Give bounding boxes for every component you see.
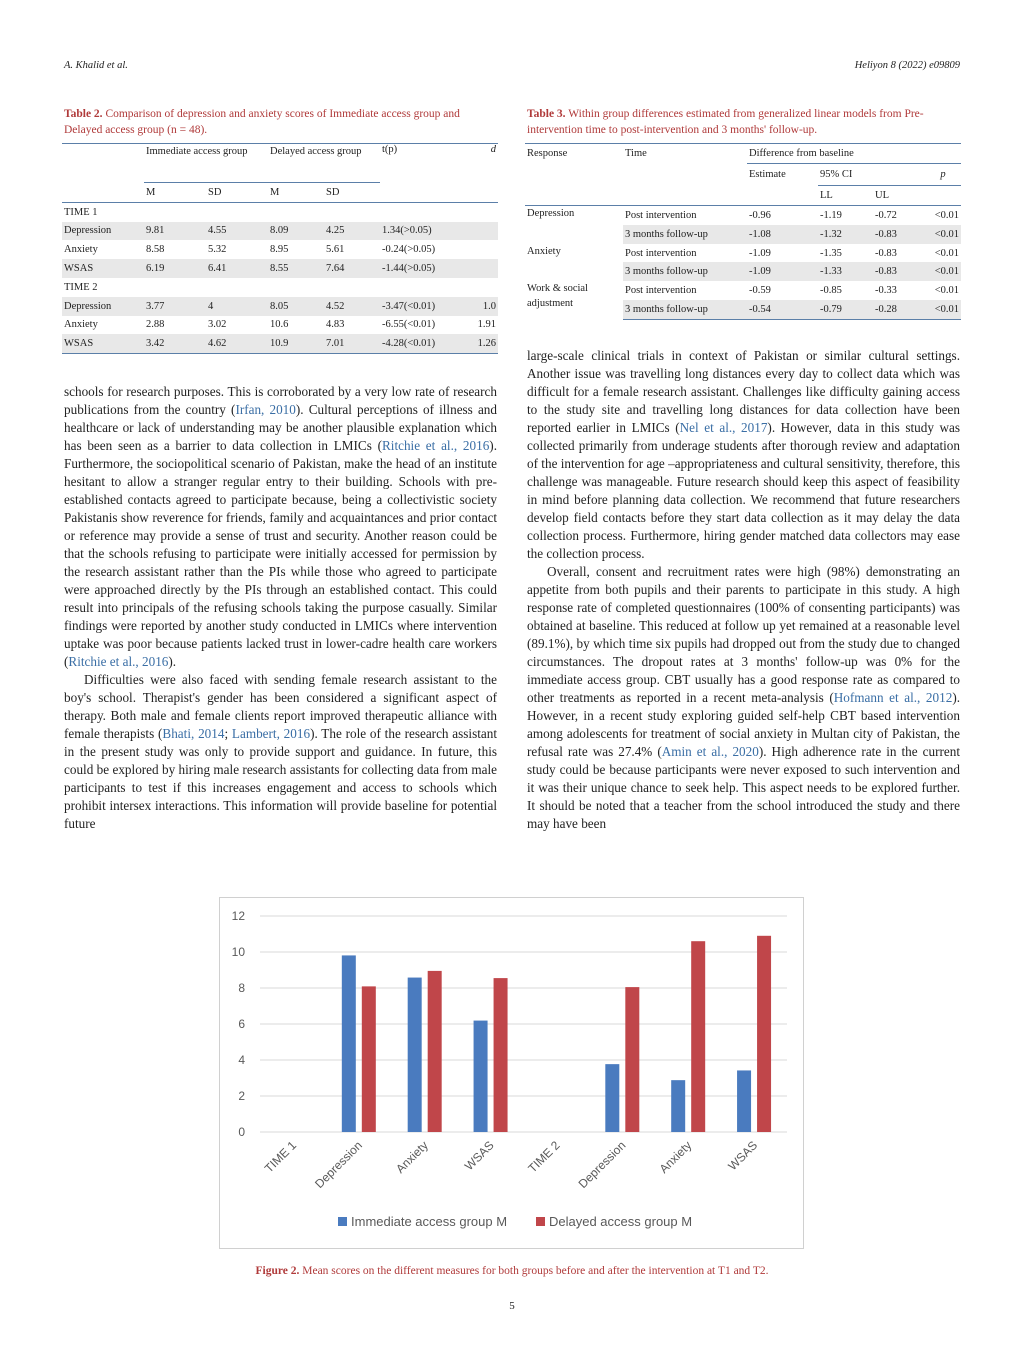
citation-link[interactable]: Hofmann et al., 2012 — [833, 690, 953, 705]
y-tick-label: 0 — [238, 1125, 245, 1139]
paragraph-text: ). Furthermore, the sociopolitical scenario of Pakistan, make the head of an institute hesitant to allow a stranger regular entry to their building. Schools with pre-established contacts agreed to participate because, being a collectivistic society Pakistanis show reverence for friends, family and acquaintances and prior contact or reference may provide a sense of trust and security. Another reason could be that the schools refusing to participate were initially accessed for permission by the research assistant rather than the PIs while those who agreed to participate were approached directly by the PIs through an established contact. This could result into principals of the refusing schools taking the purpose casually. Similar findings were reported by another study conducted in LMICs where intervention uptake was poor because patients lacked trust in lower-cadre health care workers ( — [64, 438, 497, 669]
figure2-label: Figure 2. — [255, 1265, 300, 1277]
table2-cell-d: 1.26 — [472, 334, 498, 353]
table3-cell-time: 3 months follow-up — [623, 300, 747, 319]
x-tick-label: TIME 2 — [525, 1138, 563, 1176]
table2-cell-im: 8.58 — [146, 244, 165, 256]
table2-cell-dm: 8.95 — [270, 244, 289, 256]
table2-row — [62, 334, 498, 353]
paragraph-text: ). — [168, 654, 177, 669]
table3-cell-est: -0.96 — [749, 209, 771, 221]
paragraph-text: ). Cultural perceptions of illness and healthcare or lack of understanding may be another plausible explanation which has been seen as a barrier to data collection in LMICs ( — [64, 402, 497, 453]
legend-label: Immediate access group M — [351, 1214, 508, 1229]
table3-cell-ul: -0.83 — [875, 247, 897, 259]
bar-immediate — [474, 1021, 488, 1132]
table2-cell-isd: 3.02 — [208, 319, 227, 331]
table3-head-ll: LL — [818, 186, 873, 206]
table3-head-ci: 95% CI — [818, 163, 925, 186]
bar-immediate — [342, 955, 356, 1132]
paragraph-text: large-scale clinical trials in context of Pakistan or similar cultural settings. Another issue was travelling long distances every day to collect data which was difficult for a female research assistant. Challenges like difficulty gaining access to the study site and travelling long distances for data collection have been reported earlier in LMICs ( — [527, 348, 960, 435]
table3-cell-est: -1.08 — [747, 225, 818, 244]
bar-immediate — [408, 978, 422, 1132]
table2-row-label: WSAS — [62, 334, 144, 353]
table2-row — [62, 202, 498, 221]
table3-cell-time: 3 months follow-up — [623, 262, 747, 281]
table2-cell-t: -6.55(<0.01) — [382, 319, 436, 331]
table3-head-ul: UL — [873, 186, 925, 206]
table3-cell-ul: -0.33 — [875, 285, 897, 297]
running-header-journal: Heliyon 8 (2022) e09809 — [854, 60, 960, 71]
table2-cell-dm: 8.05 — [268, 297, 324, 316]
table2-cell-im: 6.19 — [144, 259, 206, 278]
table3-cell-time: Post intervention — [625, 247, 697, 259]
citation-link[interactable]: Nel et al., 2017 — [679, 420, 768, 435]
table2-cell-isd: 6.41 — [206, 259, 268, 278]
bar-immediate — [605, 1064, 619, 1132]
paragraph-text: ). However, in a recent study exploring guided self-help CBT based intervention among adolescents for treatment of social anxiety in Multan city of Pakistan, the refusal rate was 27.4% ( — [527, 690, 961, 759]
running-header-authors: A. Khalid et al. — [64, 60, 128, 71]
table2-cell-dsd: 5.61 — [326, 244, 345, 256]
table3-row — [525, 281, 961, 300]
table3-label: Table 3. — [527, 108, 566, 120]
page-number: 5 — [509, 1300, 515, 1312]
table2 — [62, 143, 498, 354]
bar-delayed — [757, 936, 771, 1132]
table2-head-imm-m: M — [144, 183, 206, 203]
table2-cell-dm: 8.09 — [268, 222, 324, 241]
bar-immediate — [671, 1080, 685, 1132]
table3-cell-ll: -1.19 — [820, 209, 842, 221]
table2-head-imm-sd: SD — [206, 183, 268, 203]
bar-immediate — [737, 1070, 751, 1132]
table2-cell-dsd: 4.25 — [324, 222, 380, 241]
table2-cell-t: -3.47(<0.01) — [380, 297, 472, 316]
x-tick-label: WSAS — [461, 1138, 497, 1174]
table2-cell-im: 3.42 — [144, 334, 206, 353]
table2-cell-im: 9.81 — [144, 222, 206, 241]
citation-link[interactable]: Bhati, 2014 — [162, 726, 225, 741]
y-tick-label: 4 — [238, 1053, 245, 1067]
table2-cell-d: 1.0 — [472, 297, 498, 316]
table2-row — [62, 278, 498, 297]
table3-head-time: Time — [623, 144, 747, 164]
x-tick-label: Anxiety — [656, 1138, 695, 1176]
table3-cell-p: <0.01 — [934, 285, 959, 297]
table2-head-d: d — [472, 144, 498, 203]
table2-row-label: WSAS — [62, 259, 144, 278]
table2-row-label: TIME 2 — [64, 281, 98, 293]
table3-cell-time: Post intervention — [625, 285, 697, 297]
bar-delayed — [625, 987, 639, 1132]
citation-link[interactable]: Lambert, 2016 — [231, 726, 311, 741]
table2-row-label: Anxiety — [64, 244, 98, 256]
table2-cell-dsd: 7.01 — [324, 334, 380, 353]
table3-row — [525, 244, 961, 263]
table3-head-response: Response — [525, 144, 623, 164]
table3-cell-time: Post intervention — [625, 209, 697, 221]
paragraph-text: schools for research purposes. This is corroborated by a very low rate of research publications from the country ( — [64, 384, 497, 417]
table3-cell-ll: -1.33 — [818, 262, 873, 281]
table3-cell-p: <0.01 — [934, 247, 959, 259]
y-tick-label: 2 — [238, 1089, 245, 1103]
table3-cell-p: <0.01 — [934, 209, 959, 221]
table2-row — [62, 316, 498, 335]
table2-cell-im: 3.77 — [144, 297, 206, 316]
table2-cell-dm: 8.55 — [268, 259, 324, 278]
table3-response: Anxiety — [527, 245, 561, 257]
table2-cell-d: 1.91 — [477, 319, 496, 331]
table2-head-del-sd: SD — [324, 183, 380, 203]
table3 — [525, 143, 961, 320]
x-tick-label: TIME 1 — [261, 1138, 300, 1176]
right-column-text — [527, 347, 960, 833]
table3-response: Depression — [527, 208, 575, 220]
table2-label: Table 2. — [64, 108, 103, 120]
legend-swatch — [338, 1217, 347, 1226]
table2-cell-dsd: 4.83 — [326, 319, 345, 331]
x-tick-label: Anxiety — [393, 1138, 431, 1176]
table2-cell-d — [472, 222, 498, 241]
table3-row — [525, 206, 961, 225]
y-tick-label: 8 — [238, 981, 245, 995]
left-column-text — [64, 383, 497, 833]
table3-caption-text: Within group differences estimated from generalized linear models from Pre-intervention time to post-intervention and 3 months' follow-up. — [527, 108, 924, 136]
left-paragraph-2 — [64, 671, 497, 833]
table3-cell-ll: -0.85 — [820, 285, 842, 297]
table3-caption — [527, 106, 960, 138]
table2-row-label: Depression — [62, 222, 144, 241]
x-tick-label: Depression — [312, 1138, 365, 1192]
y-tick-label: 10 — [231, 945, 245, 959]
x-tick-label: WSAS — [725, 1138, 761, 1174]
figure2-caption — [0, 1265, 1024, 1277]
figure2-bar-chart — [220, 898, 803, 1248]
table2-caption — [64, 106, 498, 138]
table2-head-t: t(p) — [380, 144, 472, 203]
table2-cell-isd: 4.62 — [206, 334, 268, 353]
table3-cell-ul: -0.83 — [873, 262, 925, 281]
citation-link[interactable]: Ritchie et al., 2016 — [381, 438, 490, 453]
y-tick-label: 12 — [231, 909, 245, 923]
paragraph-text: ; — [224, 726, 232, 741]
table3-cell-p: <0.01 — [925, 225, 961, 244]
right-paragraph-2 — [527, 563, 960, 833]
table2-cell-t: -4.28(<0.01) — [380, 334, 472, 353]
table3-head-estimate: Estimate — [749, 169, 786, 181]
table2-cell-d — [472, 259, 498, 278]
table2-cell-dm: 10.9 — [268, 334, 324, 353]
table2-row-label: TIME 1 — [62, 202, 498, 221]
table3-head-p: p — [925, 163, 961, 186]
table2-row — [62, 297, 498, 316]
table2-row-label: Depression — [62, 297, 144, 316]
table3-cell-est: -1.09 — [747, 262, 818, 281]
paragraph-text: ). The role of the research assistant in the present study was only to provide support and guidance. In future, this could be explored by hiring male research assistants for collecting data from male participants to test if this increases engagement and access to schools which prohibit intersex interactions. This information will provide baseline for potential future — [64, 726, 497, 831]
table2-cell-isd: 5.32 — [208, 244, 227, 256]
table2-head-del-m: M — [268, 183, 324, 203]
table2-head-delayed: Delayed access group — [268, 144, 380, 183]
bar-delayed — [691, 941, 705, 1132]
paragraph-text: ). High adherence rate in the current study could be because participants were never exposed to such intervention and it was their unique chance to seek help. This aspect needs to be explored further. It should be noted that a teacher from the school introduced the study and there may have been — [527, 744, 960, 831]
table2-cell-im: 2.88 — [146, 319, 165, 331]
table3-cell-est: -0.54 — [747, 300, 818, 319]
table3-cell-ll: -1.32 — [818, 225, 873, 244]
x-tick-label: Depression — [575, 1138, 629, 1192]
legend-label: Delayed access group M — [549, 1214, 693, 1229]
table2-row — [62, 222, 498, 241]
y-tick-label: 6 — [238, 1017, 245, 1031]
legend-swatch — [536, 1217, 545, 1226]
table2-caption-text: Comparison of depression and anxiety scores of Immediate access group and Delayed access group (n = 48). — [64, 108, 460, 136]
citation-link[interactable]: Irfan, 2010 — [235, 402, 296, 417]
table2-cell-t: -0.24(>0.05) — [382, 244, 436, 256]
table3-cell-ul: -0.83 — [873, 225, 925, 244]
bar-delayed — [362, 986, 376, 1132]
table3-cell-ll: -1.35 — [820, 247, 842, 259]
table2-row — [62, 240, 498, 259]
table2-row-label: Anxiety — [64, 319, 98, 331]
table3-response: Work & social adjustment — [527, 283, 588, 310]
table2-cell-isd: 4.55 — [206, 222, 268, 241]
table2-cell-d — [472, 240, 498, 259]
bar-delayed — [428, 971, 442, 1132]
table3-cell-ul: -0.72 — [875, 209, 897, 221]
table3-cell-est: -1.09 — [749, 247, 771, 259]
citation-link[interactable]: Amin et al., 2020 — [661, 744, 759, 759]
table3-head-diff: Difference from baseline — [747, 144, 961, 164]
bar-delayed — [494, 978, 508, 1132]
table3-cell-time: 3 months follow-up — [623, 225, 747, 244]
table2-cell-dm: 10.6 — [270, 319, 289, 331]
table3-cell-ll: -0.79 — [818, 300, 873, 319]
table2-cell-t: -1.44(>0.05) — [380, 259, 472, 278]
paragraph-text: Difficulties were also faced with sending female research assistant to the boy's school. Therapist's gender has been considered a significant aspect of therapy. Both male and female clients report improved therapeutic alliance with female therapists ( — [64, 672, 497, 741]
table2-cell-dsd: 4.52 — [324, 297, 380, 316]
table3-cell-est: -0.59 — [749, 285, 771, 297]
right-paragraph-1 — [527, 347, 960, 563]
paragraph-text: Overall, consent and recruitment rates were high (98%) demonstrating an appetite from both pupils and their parents to participate in this study. A high response rate of completed questionnaires (100% of consenting participants) was obtained at baseline. This reduced at follow up yet remained at a reasonable level (89.1%), by which time six pupils had dropped out from the study due to changed circumstances. The dropout rates at 3 months' follow-up was 0% for the immediate access group. CBT usually has a good response rate as compared to other treatments as reported in a recent meta-analysis ( — [527, 564, 960, 705]
left-paragraph-1 — [64, 383, 497, 671]
table3-cell-p: <0.01 — [925, 262, 961, 281]
table3-cell-ul: -0.28 — [873, 300, 925, 319]
figure2-caption-text: Mean scores on the different measures for both groups before and after the intervention at T1 and T2. — [302, 1265, 769, 1277]
paragraph-text: ). However, data in this study was collected primarily from underage students after thorough review and adaptation of the intervention for age –appropriateness and cultural sensitivity, therefore, this challenge was manageable. Future research should keep this aspect of feasibility in mind before planning data collection. We recommend that future researchers develop field contacts before they start data collection as it may delay the data collection process. Furthermore, hiring gender matched data collectors may ease the collection process. — [527, 420, 961, 561]
table2-row — [62, 259, 498, 278]
table3-cell-p: <0.01 — [925, 300, 961, 319]
table2-cell-isd: 4 — [206, 297, 268, 316]
citation-link[interactable]: Ritchie et al., 2016 — [68, 654, 169, 669]
table2-cell-dsd: 7.64 — [324, 259, 380, 278]
figure2-chart-frame — [219, 897, 804, 1249]
table2-cell-t: 1.34(>0.05) — [380, 222, 472, 241]
table2-head-immediate: Immediate access group — [144, 144, 268, 183]
